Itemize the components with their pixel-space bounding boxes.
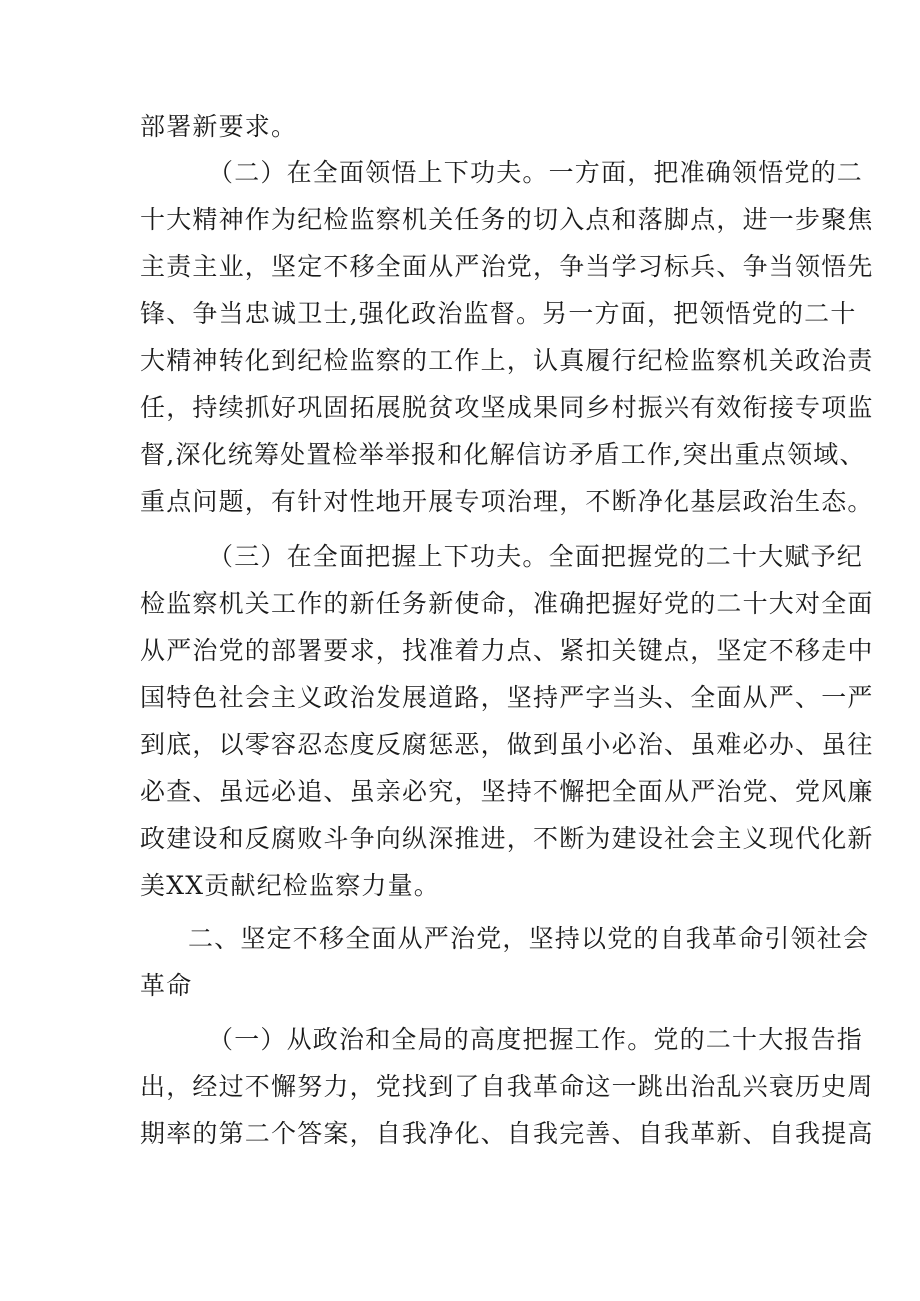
text-line: 必查、虽远必追、虽亲必究，坚持不懈把全面从严治党、党风廉 bbox=[140, 777, 874, 806]
text-line: 期率的第二个答案，自我净化、自我完善、自我革新、自我提高 bbox=[140, 1119, 874, 1148]
text-line: （三）在全面把握上下功夫。全面把握党的二十大赋予纪 bbox=[208, 542, 864, 571]
text-line: 锋、争当忠诚卫士,强化政治监督。另一方面，把领悟党的二十 bbox=[140, 299, 857, 328]
text-line: （二）在全面领悟上下功夫。一方面，把准确领悟党的二 bbox=[208, 158, 864, 187]
text-line: 出，经过不懈努力，党找到了自我革命这一跳出治乱兴衰历史周 bbox=[140, 1072, 874, 1101]
text-line: 重点问题，有针对性地开展专项治理，不断净化基层政治生态。 bbox=[140, 487, 874, 516]
text-line: 主责主业，坚定不移全面从严治党，争当学习标兵、争当领悟先 bbox=[140, 252, 874, 281]
text-line: （一）从政治和全局的高度把握工作。党的二十大报告指 bbox=[208, 1025, 864, 1054]
text-line: 大精神转化到纪检监察的工作上，认真履行纪检监察机关政治责 bbox=[140, 346, 874, 375]
section-heading-line: 革命 bbox=[140, 971, 193, 1000]
text-line: 十大精神作为纪检监察机关任务的切入点和落脚点，进一步聚焦 bbox=[140, 205, 874, 234]
text-line: 任，持续抓好巩固拓展脱贫攻坚成果同乡村振兴有效衔接专项监 bbox=[140, 393, 874, 422]
section-heading-line: 二、坚定不移全面从严治党，坚持以党的自我革命引领社会 bbox=[188, 924, 870, 953]
text-line: 督,深化统筹处置检举举报和化解信访矛盾工作,突出重点领域、 bbox=[140, 440, 866, 469]
text-line: 检监察机关工作的新任务新使命，准确把握好党的二十大对全面 bbox=[140, 589, 874, 618]
text-line: 国特色社会主义政治发展道路，坚持严字当头、全面从严、一严 bbox=[140, 683, 874, 712]
text-line: 从严治党的部署要求，找准着力点、紧扣关键点，坚定不移走中 bbox=[140, 636, 874, 665]
text-line: 到底，以零容忍态度反腐惩恶，做到虽小必治、虽难必办、虽往 bbox=[140, 730, 874, 759]
text-line: 部署新要求。 bbox=[140, 112, 298, 141]
text-line: 政建设和反腐败斗争向纵深推进，不断为建设社会主义现代化新 bbox=[140, 824, 874, 853]
text-line: 美XX贡献纪检监察力量。 bbox=[140, 871, 440, 900]
